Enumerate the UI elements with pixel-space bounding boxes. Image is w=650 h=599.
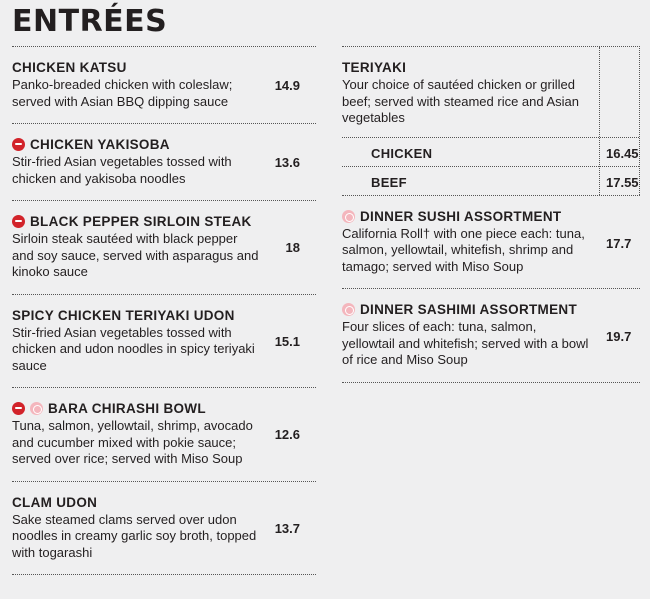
pink-circle-icon	[342, 210, 355, 223]
menu-item-chicken-katsu	[12, 46, 316, 123]
option-chicken	[342, 137, 639, 166]
item-description: Tuna, salmon, yellowtail, shrimp, avocado and cucumber mixed with pokie sauce; served over rice; served with Miso Soup	[12, 418, 253, 466]
item-price: 18	[285, 240, 300, 255]
item-description: Your choice of sautéed chicken or grilled beef; served with steamed rice and Asian vegetables	[342, 77, 580, 125]
option-beef	[342, 166, 639, 195]
red-circle-icon	[12, 402, 25, 415]
item-description: Sake steamed clams served over udon noodles in creamy garlic soy broth, topped with togarashi	[12, 511, 257, 560]
menu-item-teriyaki	[342, 46, 640, 195]
menu-item-chicken-yakisoba	[12, 123, 316, 200]
option-price: 16.45	[606, 145, 639, 161]
item-name: BLACK PEPPER SIRLOIN STEAK	[30, 214, 252, 229]
menu-item-dinner-sashimi-assortment	[342, 288, 640, 383]
pink-circle-icon	[342, 303, 355, 316]
item-price: 17.7	[606, 235, 632, 251]
menu-item-black-pepper-sirloin-steak	[12, 200, 316, 294]
item-description: California Roll† with one piece each: tuna, salmon, yellowtail, whitefish, shrimp and tamago; served with Miso Soup	[342, 225, 585, 274]
item-name: TERIYAKI	[342, 60, 407, 75]
item-name: CHICKEN KATSU	[12, 60, 127, 75]
item-price: 12.6	[274, 427, 300, 442]
item-price: 13.7	[274, 520, 300, 536]
item-description: Four slices of each: tuna, salmon, yellowtail and whitefish; served with a bowl of rice and Miso Soup	[342, 319, 589, 367]
item-description: Stir-fried Asian vegetables tossed with chicken and yakisoba noodles	[12, 154, 232, 186]
item-name: BARA CHIRASHI BOWL	[48, 401, 206, 416]
right-column	[342, 46, 640, 383]
item-price: 13.6	[274, 155, 300, 170]
item-name: CHICKEN YAKISOBA	[30, 137, 170, 152]
page-title: ENTRÉES	[12, 4, 168, 39]
item-description: Panko-breaded chicken with coleslaw; served with Asian BBQ dipping sauce	[12, 77, 233, 109]
option-name: BEEF	[371, 174, 407, 190]
red-circle-icon	[12, 215, 25, 228]
item-name: SPICY CHICKEN TERIYAKI UDON	[12, 307, 235, 323]
menu-item-bara-chirashi-bowl	[12, 387, 316, 481]
item-price: 19.7	[606, 329, 632, 344]
item-price: 15.1	[274, 333, 300, 349]
item-name: DINNER SASHIMI ASSORTMENT	[360, 302, 578, 317]
item-price: 14.9	[274, 78, 300, 93]
item-description: Stir-fried Asian vegetables tossed with chicken and udon noodles in spicy teriyaki sauce	[12, 324, 255, 373]
menu-item-dinner-sushi-assortment	[342, 195, 640, 289]
red-circle-icon	[12, 138, 25, 151]
option-price: 17.55	[606, 174, 639, 190]
menu-item-clam-udon	[12, 481, 316, 576]
menu-item-spicy-chicken-teriyaki-udon	[12, 294, 316, 388]
pink-circle-icon	[30, 402, 43, 415]
option-name: CHICKEN	[371, 145, 433, 161]
item-name: DINNER SUSHI ASSORTMENT	[360, 208, 562, 224]
item-name: CLAM UDON	[12, 494, 98, 510]
item-description: Sirloin steak sautéed with black pepper and soy sauce, served with asparagus and kinoko sauce	[12, 231, 259, 279]
left-column	[12, 46, 316, 575]
